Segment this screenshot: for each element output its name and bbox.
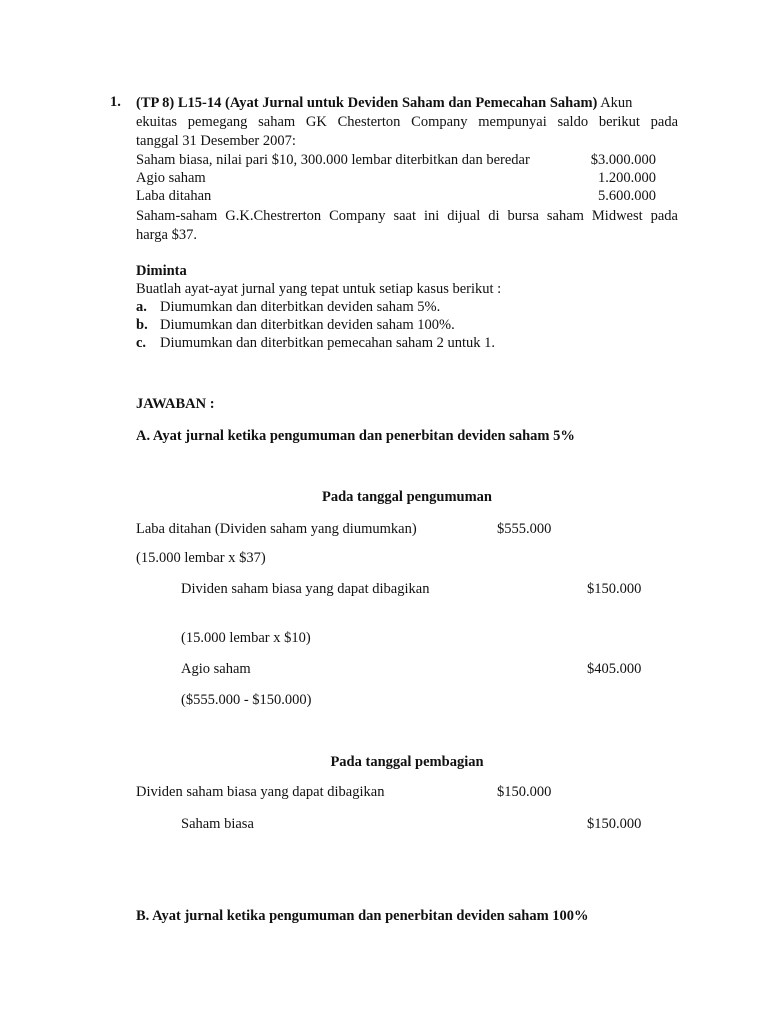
balance-row-retained-earnings: [136, 188, 656, 206]
list-item-b: Diumumkan dan diterbitkan deviden saham 100%.: [160, 317, 455, 333]
journal-credit-note: ($555.000 - $150.000): [181, 692, 312, 708]
balance-amount: 1.200.000: [598, 170, 656, 186]
journal-credit-label: Dividen saham biasa yang dapat dibagikan: [181, 581, 430, 597]
balance-amount: $3.000.000: [590, 152, 656, 168]
section-b-title: B. Ayat jurnal ketika pengumuman dan penerbitan deviden saham 100%: [136, 908, 589, 924]
journal-debit-note: (15.000 lembar x $37): [136, 550, 266, 566]
problem-line-3: tanggal 31 Desember 2007:: [136, 133, 296, 149]
balance-row-paid-in-capital: [136, 170, 656, 188]
problem-line-1: [136, 94, 678, 113]
balance-label: Laba ditahan: [136, 188, 212, 204]
list-item-a: Diumumkan dan diterbitkan deviden saham 5%.: [160, 299, 441, 315]
journal-debit-amount: $150.000: [497, 784, 552, 800]
problem-heading: (TP 8) L15-14 (Ayat Jurnal untuk Deviden Saham dan Pemecahan Saham): [136, 95, 598, 111]
journal-debit-label: Laba ditahan (Dividen saham yang diumumkan): [136, 521, 417, 537]
problem-line-2: ekuitas pemegang saham GK Chesterton Company mempunyai saldo berikut pada: [136, 114, 678, 130]
market-line-1: Saham-saham G.K.Chestrerton Company saat ini dijual di bursa saham Midwest pada: [136, 208, 678, 224]
section-a-title: A. Ayat jurnal ketika pengumuman dan penerbitan deviden saham 5%: [136, 428, 575, 444]
journal-credit-amount: $150.000: [587, 581, 642, 597]
problem-intro-start: Akun: [600, 95, 633, 111]
market-line-2: harga $37.: [136, 227, 197, 243]
declaration-date-title: Pada tanggal pengumuman: [321, 489, 492, 505]
list-marker-c: c.: [136, 335, 147, 351]
list-item-c: Diumumkan dan diterbitkan pemecahan saham 2 untuk 1.: [160, 335, 496, 351]
problem-number: 1.: [110, 94, 121, 110]
journal-credit-amount: $405.000: [587, 661, 642, 677]
balance-amount: 5.600.000: [598, 188, 656, 204]
journal-debit-label: Dividen saham biasa yang dapat dibagikan: [136, 784, 385, 800]
balance-label: Agio saham: [136, 170, 206, 186]
answer-heading: JAWABAN :: [136, 396, 215, 412]
list-marker-a: a.: [136, 299, 147, 315]
balance-row-common-stock: [136, 152, 656, 170]
required-heading: Diminta: [136, 263, 187, 279]
list-marker-b: b.: [136, 317, 148, 333]
journal-credit-note: (15.000 lembar x $10): [181, 630, 311, 646]
distribution-date-title: Pada tanggal pembagian: [330, 754, 484, 770]
market-price-paragraph: [136, 207, 678, 245]
problem-statement: [136, 94, 678, 151]
journal-credit-amount: $150.000: [587, 816, 642, 832]
journal-credit-label: Saham biasa: [181, 816, 254, 832]
balance-label: Saham biasa, nilai pari $10, 300.000 lembar diterbitkan dan beredar: [136, 152, 530, 168]
required-instruction: Buatlah ayat-ayat jurnal yang tepat untuk setiap kasus berikut :: [136, 281, 502, 297]
journal-credit-label: Agio saham: [181, 661, 251, 677]
journal-debit-amount: $555.000: [497, 521, 552, 537]
